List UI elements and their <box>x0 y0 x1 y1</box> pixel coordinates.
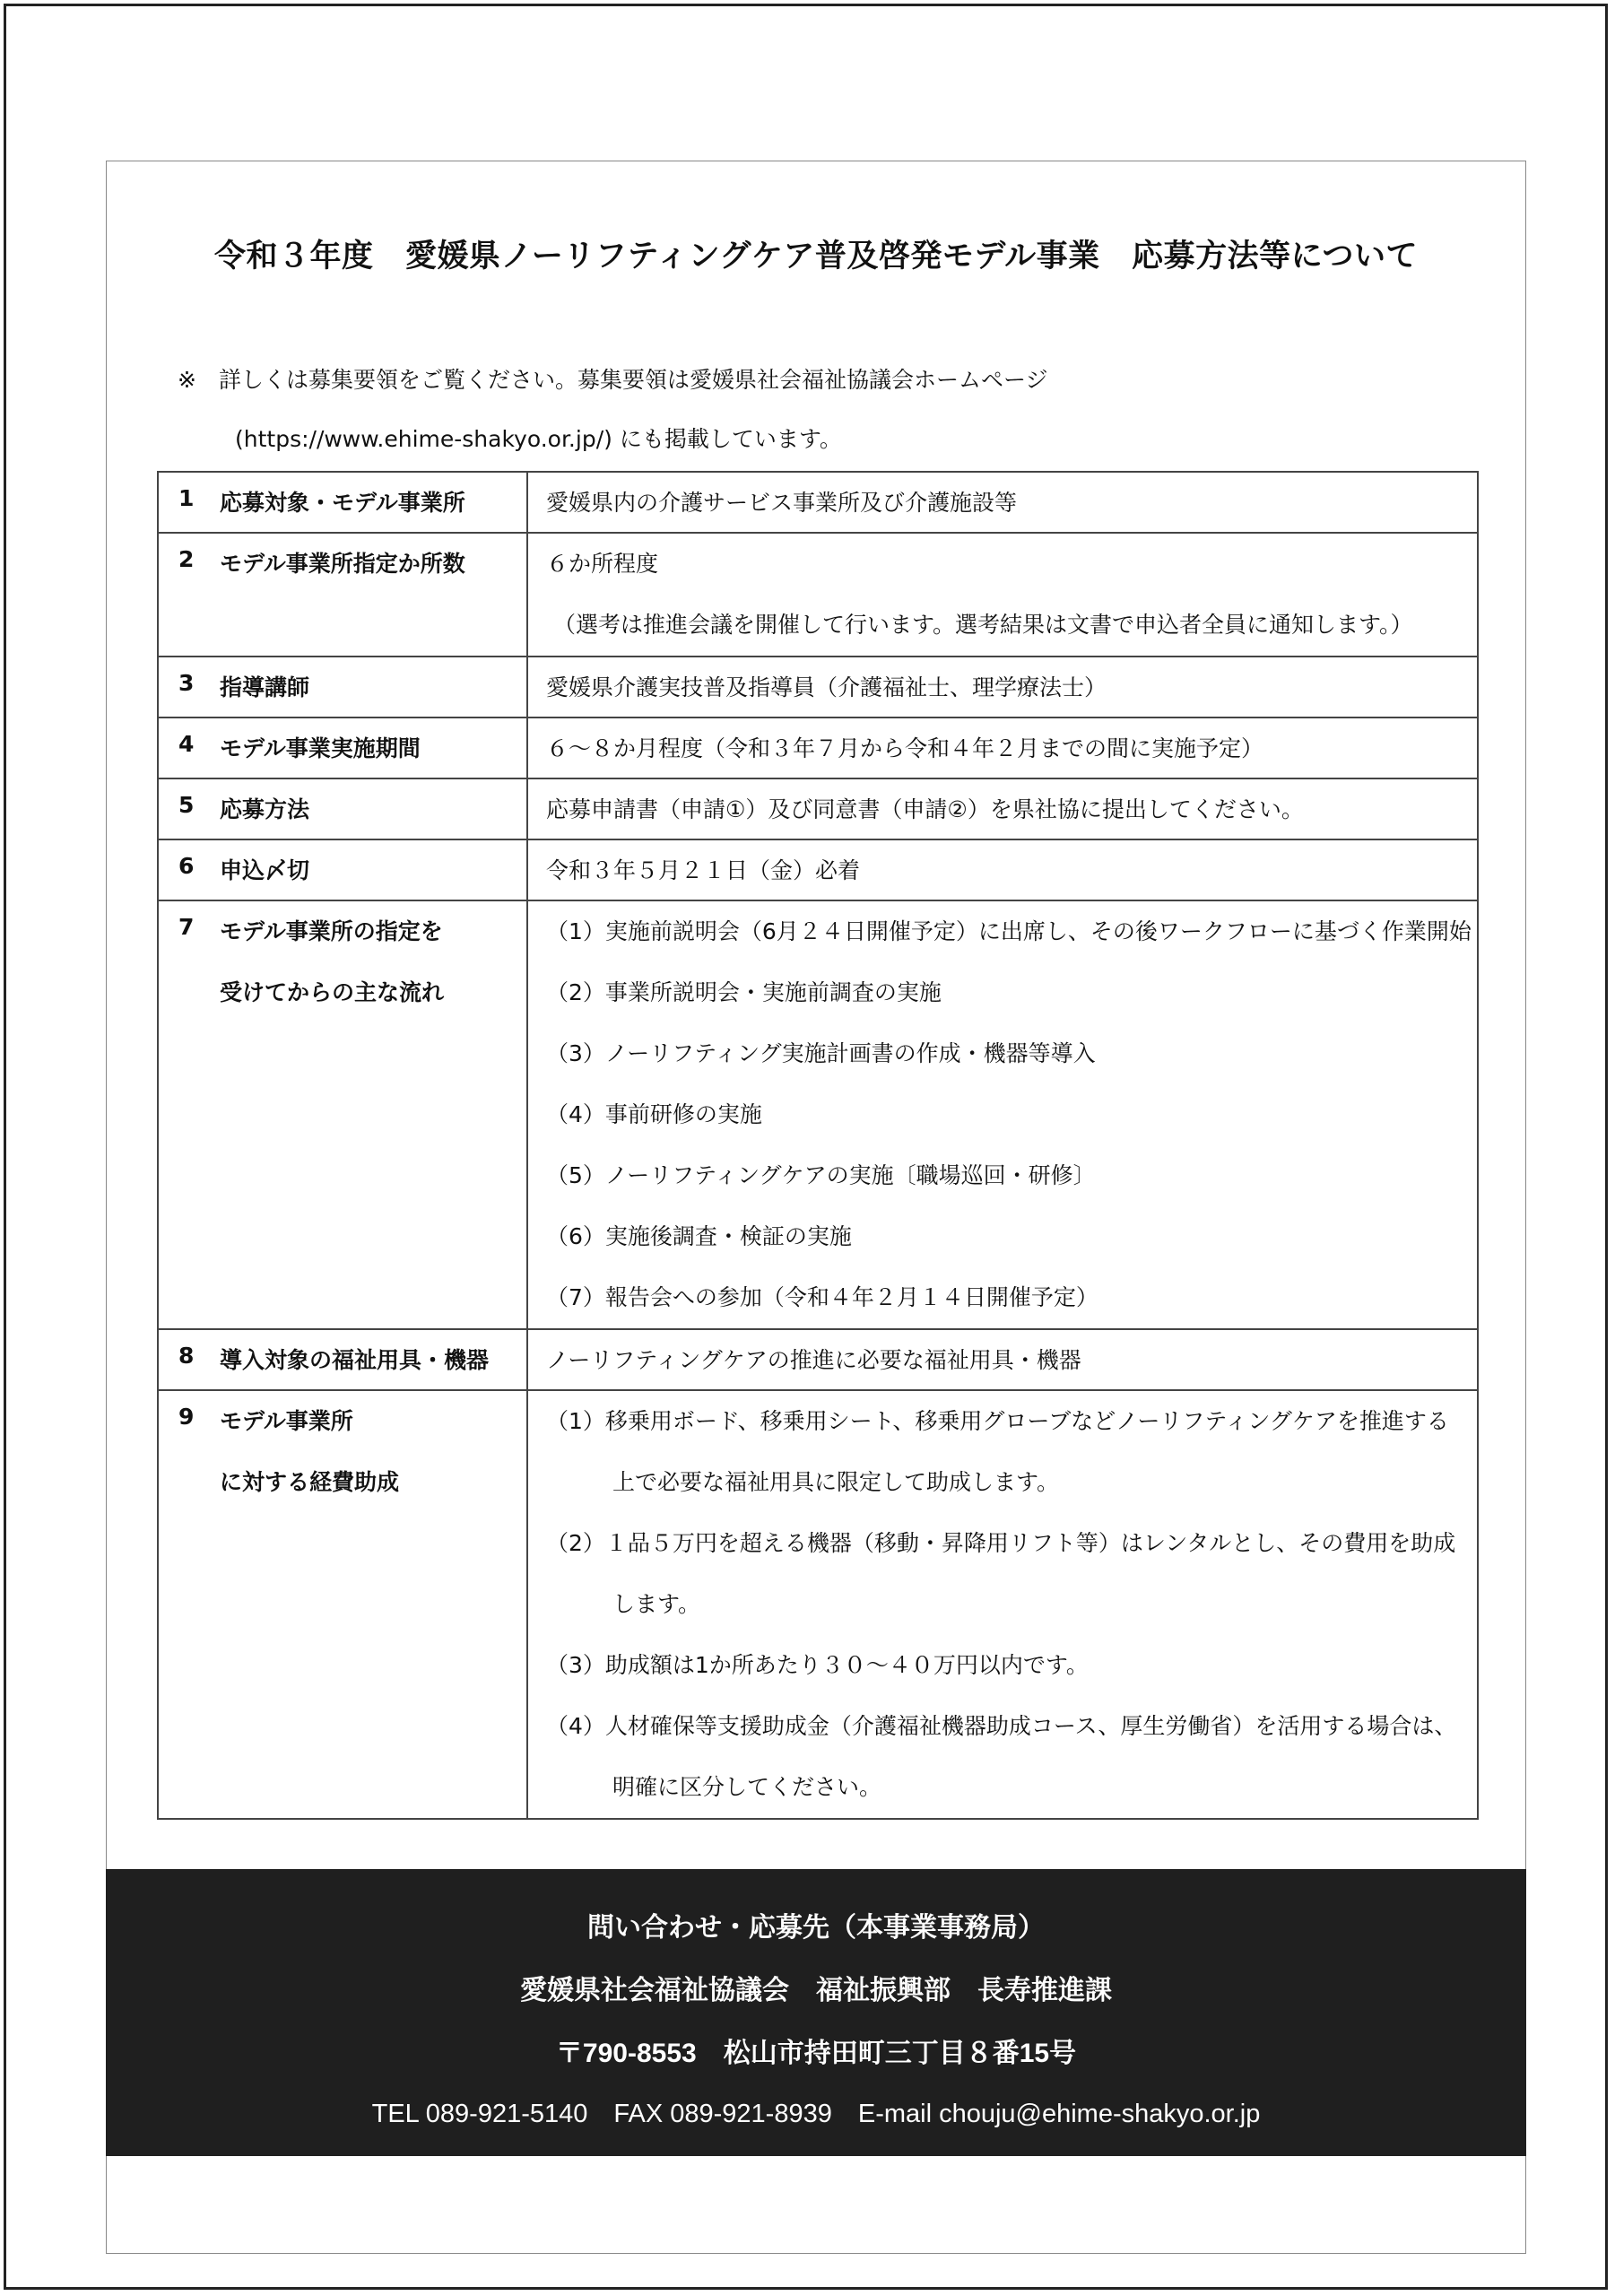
item-label-cell <box>158 718 527 778</box>
item-number: 8 <box>178 1343 195 1369</box>
item-number: 2 <box>178 546 195 572</box>
contact-organization: 愛媛県社会福祉協議会 福祉振興部 長寿推進課 <box>520 1976 1112 2005</box>
item-label: モデル事業所 <box>220 1408 353 1434</box>
item-label-cell <box>158 1329 527 1390</box>
application-info-table <box>157 471 1479 1820</box>
item-content-line: 愛媛県介護実技普及指導員（介護福祉士、理学療法士） <box>546 674 1107 700</box>
contact-phone-fax-email: TEL 089-921-5140 FAX 089-921-8939 E-mail chouju@ehime-shakyo.or.jp <box>371 2100 1261 2128</box>
item-label: 応募方法 <box>220 796 310 822</box>
item-number: 7 <box>178 914 195 940</box>
flow-step: （1）実施前説明会（6月２４日開催予定）に出席し、その後ワークフローに基づく作業開始 <box>546 918 1472 944</box>
subsidy-line: （3）助成額は1か所あたり３０～４０万円以内です。 <box>546 1652 1089 1678</box>
item-label-cell <box>158 1390 527 1819</box>
item-label: に対する経費助成 <box>220 1469 400 1495</box>
item-content-line: ６か所程度 <box>546 551 659 577</box>
item-number: 4 <box>178 731 195 757</box>
table-row-9 <box>158 1390 1478 1819</box>
item-content-line: （選考は推進会議を開催して行います。選考結果は文書で申込者全員に通知します。） <box>553 612 1413 638</box>
item-label: 導入対象の福祉用具・機器 <box>220 1347 490 1373</box>
item-content-cell <box>527 778 1478 839</box>
item-number: 9 <box>178 1404 195 1430</box>
table-row-4 <box>158 718 1478 778</box>
note-line-2: (https://www.ehime-shakyo.or.jp/) にも掲載しています。 <box>235 426 842 452</box>
item-content-cell <box>527 718 1478 778</box>
subsidy-line: 上で必要な福祉用具に限定して助成します。 <box>612 1469 1060 1495</box>
item-content-cell <box>527 839 1478 900</box>
item-content-line: 令和３年５月２１日（金）必着 <box>546 857 861 883</box>
item-label-cell <box>158 472 527 533</box>
item-label-cell <box>158 839 527 900</box>
subsidy-line: （1）移乗用ボード、移乗用シート、移乗用グローブなどノーリフティングケアを推進する <box>546 1408 1449 1434</box>
item-number: 5 <box>178 792 195 818</box>
item-content-cell <box>527 1329 1478 1390</box>
item-content-cell <box>527 657 1478 718</box>
subsidy-line: 明確に区分してください。 <box>612 1774 882 1800</box>
table-row-1 <box>158 472 1478 533</box>
subsidy-line: します。 <box>612 1591 701 1617</box>
flow-step: （4）事前研修の実施 <box>546 1101 762 1127</box>
item-content-cell <box>527 1390 1478 1819</box>
item-label-cell <box>158 900 527 1329</box>
item-label-cell <box>158 533 527 657</box>
subsidy-line: （4）人材確保等支援助成金（介護福祉機器助成コース、厚生労働省）を活用する場合は、 <box>546 1713 1457 1739</box>
item-number: 1 <box>178 485 195 511</box>
item-label-cell <box>158 778 527 839</box>
item-number: 3 <box>178 670 195 696</box>
item-label: モデル事業所指定か所数 <box>220 551 465 577</box>
contact-heading: 問い合わせ・応募先（本事業事務局） <box>587 1913 1045 1943</box>
item-content-line: ６～８か月程度（令和３年７月から令和４年２月までの間に実施予定） <box>546 735 1264 761</box>
item-label: 指導講師 <box>220 674 310 700</box>
item-label-cell <box>158 657 527 718</box>
item-label: モデル事業実施期間 <box>220 735 421 761</box>
flow-step: （6）実施後調査・検証の実施 <box>546 1223 852 1249</box>
flow-step: （3）ノーリフティング実施計画書の作成・機器等導入 <box>546 1040 1096 1066</box>
contact-address: 〒790-8553 松山市持田町三丁目８番15号 <box>555 2039 1077 2068</box>
flow-step: （2）事業所説明会・実施前調査の実施 <box>546 979 942 1005</box>
item-label: 申込〆切 <box>220 857 310 883</box>
table-row-2 <box>158 533 1478 657</box>
item-label: 受けてからの主な流れ <box>220 979 445 1005</box>
flow-step: （5）ノーリフティングケアの実施〔職場巡回・研修〕 <box>546 1162 1096 1188</box>
subsidy-line: （2）１品５万円を超える機器（移動・昇降用リフト等）はレンタルとし、その費用を助成 <box>546 1530 1456 1556</box>
item-content-cell <box>527 472 1478 533</box>
item-content-line: ノーリフティングケアの推進に必要な福祉用具・機器 <box>546 1347 1081 1373</box>
table-row-5 <box>158 778 1478 839</box>
table-row-3 <box>158 657 1478 718</box>
item-content-line: 愛媛県内の介護サービス事業所及び介護施設等 <box>546 490 1018 516</box>
flow-step: （7）報告会への参加（令和４年２月１４日開催予定） <box>546 1284 1098 1310</box>
table-row-8 <box>158 1329 1478 1390</box>
item-content-cell <box>527 533 1478 657</box>
item-label: 応募対象・モデル事業所 <box>220 490 465 516</box>
table-row-6 <box>158 839 1478 900</box>
item-number: 6 <box>178 853 195 879</box>
item-label: モデル事業所の指定を <box>220 918 443 944</box>
item-content-line: 応募申請書（申請①）及び同意書（申請②）を県社協に提出してください。 <box>546 796 1304 822</box>
note-line-1: ※ 詳しくは募集要領をご覧ください。募集要領は愛媛県社会福祉協議会ホームページ <box>178 367 1048 393</box>
table-row-7 <box>158 900 1478 1329</box>
item-content-cell <box>527 900 1478 1329</box>
document-title: 令和３年度 愛媛県ノーリフティングケア普及啓発モデル事業 応募方法等について <box>213 239 1418 274</box>
contact-box <box>106 1869 1526 2156</box>
